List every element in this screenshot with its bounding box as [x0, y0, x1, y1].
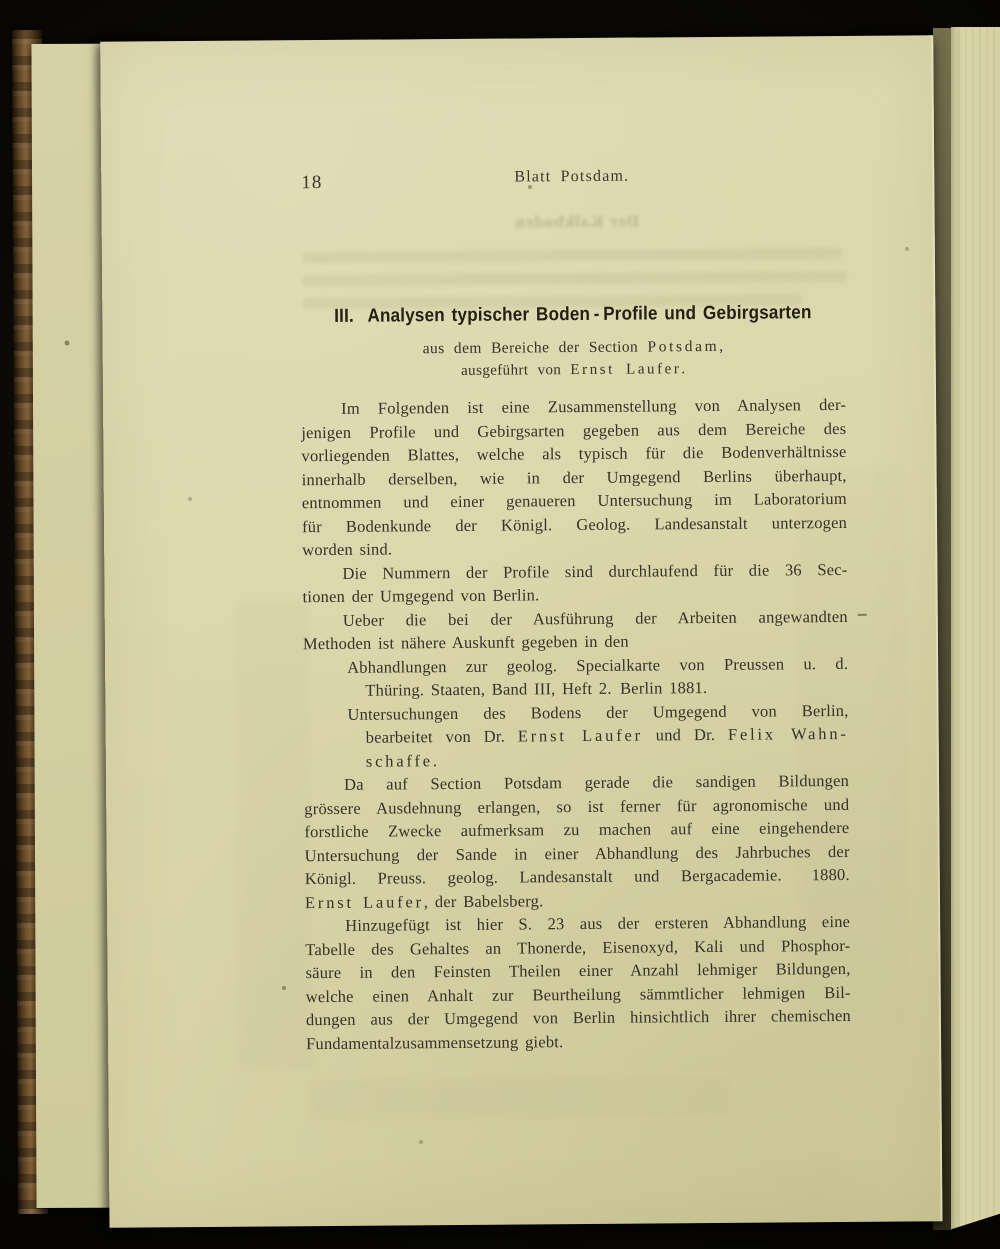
text-line: [305, 863, 850, 891]
body-text: [301, 393, 851, 1055]
text-segment: Im Folgenden ist eine Zusammenstellung von Analysen der-: [341, 394, 847, 418]
subtitle-line: [301, 357, 846, 384]
section-heading: [300, 302, 846, 384]
text-line: [304, 722, 849, 750]
showthrough-artifact: [302, 271, 847, 286]
text-segment: Abhandlungen zur geolog. Specialkarte von Preussen u. d.: [347, 653, 849, 677]
text-segment: ausgeführt von: [461, 362, 571, 379]
text-segment: vorliegenden Blattes, welche als typisch für die Bodenverhältnisse: [301, 441, 847, 466]
text-line: [304, 816, 849, 844]
fore-edge-pages: [951, 27, 1000, 1233]
text-segment: Königl. Preuss. geolog. Landesanstalt und Bergacademie. 1880.: [304, 864, 850, 889]
text-segment: Methoden ist nähere Auskunft gegeben in den: [302, 631, 629, 654]
text-line: [301, 440, 846, 468]
text-line: [302, 487, 847, 515]
letterspaced-name: Ernst Laufer: [570, 361, 682, 379]
paragraph: [302, 557, 847, 608]
showthrough-heading: Der Kalkboden: [514, 211, 640, 232]
text-line: [303, 604, 848, 632]
letterspaced-name: Ernst Laufer: [517, 725, 643, 746]
text-segment: aus dem Bereiche der Section: [422, 338, 648, 358]
letterspaced-name: Ernst Laufer: [304, 891, 424, 912]
letterspaced-name: schaffe.: [365, 750, 440, 771]
showthrough-artifact: [235, 600, 314, 1071]
text-line: [305, 910, 850, 938]
text-segment: forstliche Zwecke aufmerksam zu machen auf eine eingehendere: [304, 817, 850, 842]
section-title: [328, 302, 819, 328]
text-line: [306, 1004, 851, 1032]
showthrough-artifact: [308, 1077, 728, 1120]
text-segment: Thüring. Staaten, Band III, Heft 2. Berlin 1881.: [365, 678, 708, 700]
text-segment: Ueber die bei der Ausführung der Arbeiten angewandten: [342, 606, 848, 630]
text-segment: ,: [719, 337, 724, 355]
page-number: 18: [301, 172, 323, 194]
paragraph: [304, 769, 850, 914]
text-segment: Die Nummern der Profile sind durchlaufend für die 36 Sec-: [342, 559, 848, 583]
text-line: [306, 1027, 851, 1055]
text-segment: grössere Ausdehnung erlangen, so ist ferner für agronomische und: [304, 794, 850, 818]
text-segment: für Bodenkunde der Königl. Geolog. Landesanstalt unterzogen: [301, 512, 848, 536]
text-line: [304, 769, 849, 797]
text-line: [302, 557, 847, 585]
paragraph: [303, 604, 848, 655]
text-line: [303, 651, 848, 679]
paragraph: [301, 393, 847, 562]
paragraph: [305, 910, 851, 1055]
subtitle: [301, 334, 846, 384]
text-segment: , der Babelsberg.: [423, 890, 544, 911]
text-segment: Hinzugefügt ist hier S. 23 aus der ersteren Abhandlung eine: [345, 911, 851, 935]
section-title-number: III.: [334, 305, 355, 327]
text-segment: Untersuchungen des Bodens der Umgegend von Berlin,: [347, 700, 849, 724]
text-segment: Untersuchung der Sande in einer Abhandlung des Jahrbuches der: [304, 841, 850, 865]
text-segment: .: [681, 361, 686, 378]
text-line: [305, 957, 850, 985]
text-segment: entnommen und einer genaueren Untersuchung im Laboratorium: [301, 488, 847, 513]
text-segment: innerhalb derselben, wie in der Umgegend Berlins überhaupt,: [301, 465, 847, 489]
text-segment: dungen aus der Umgegend von Berlin hinsichtlich ihrer chemischen: [305, 1005, 851, 1030]
letterspaced-name: Potsdam: [647, 337, 720, 356]
text-segment: Tabelle des Gehaltes an Thonerde, Eisenoxyd, Kali und Phosphor-: [305, 935, 851, 959]
paragraph: [303, 651, 848, 702]
running-head: Blatt Potsdam.: [514, 167, 630, 186]
letterspaced-name: Felix Wahn-: [727, 723, 849, 744]
showthrough-artifact: [302, 248, 842, 263]
paragraph: [303, 698, 849, 773]
text-segment: jenigen Profile und Gebirgsarten gegeben aus dem Bereiche des: [301, 418, 847, 442]
text-segment: tionen der Umgegend von Berlin.: [302, 585, 540, 607]
text-segment: worden sind.: [302, 539, 393, 560]
text-segment: welche einen Anhalt zur Beurtheilung sämmtlicher lehmigen Bil-: [305, 982, 851, 1006]
text-segment: bearbeitet von Dr.: [365, 726, 518, 747]
page-header: [299, 166, 844, 196]
text-line: [302, 510, 847, 538]
paper-specks: [0, 0, 2, 2]
text-segment: und Dr.: [642, 724, 729, 745]
text-line: [301, 393, 846, 421]
text-segment: säure in den Feinsten Theilen einer Anzahl lehmiger Bildungen,: [305, 958, 851, 983]
stray-ink-mark: [858, 614, 867, 616]
text-segment: Da auf Section Potsdam gerade die sandigen Bildungen: [343, 770, 850, 794]
section-title-text: Analysen typischer Boden - Profile und Gebirgsarten: [367, 302, 812, 327]
book-page: [100, 35, 942, 1228]
text-segment: Fundamentalzusammensetzung giebt.: [306, 1031, 564, 1053]
